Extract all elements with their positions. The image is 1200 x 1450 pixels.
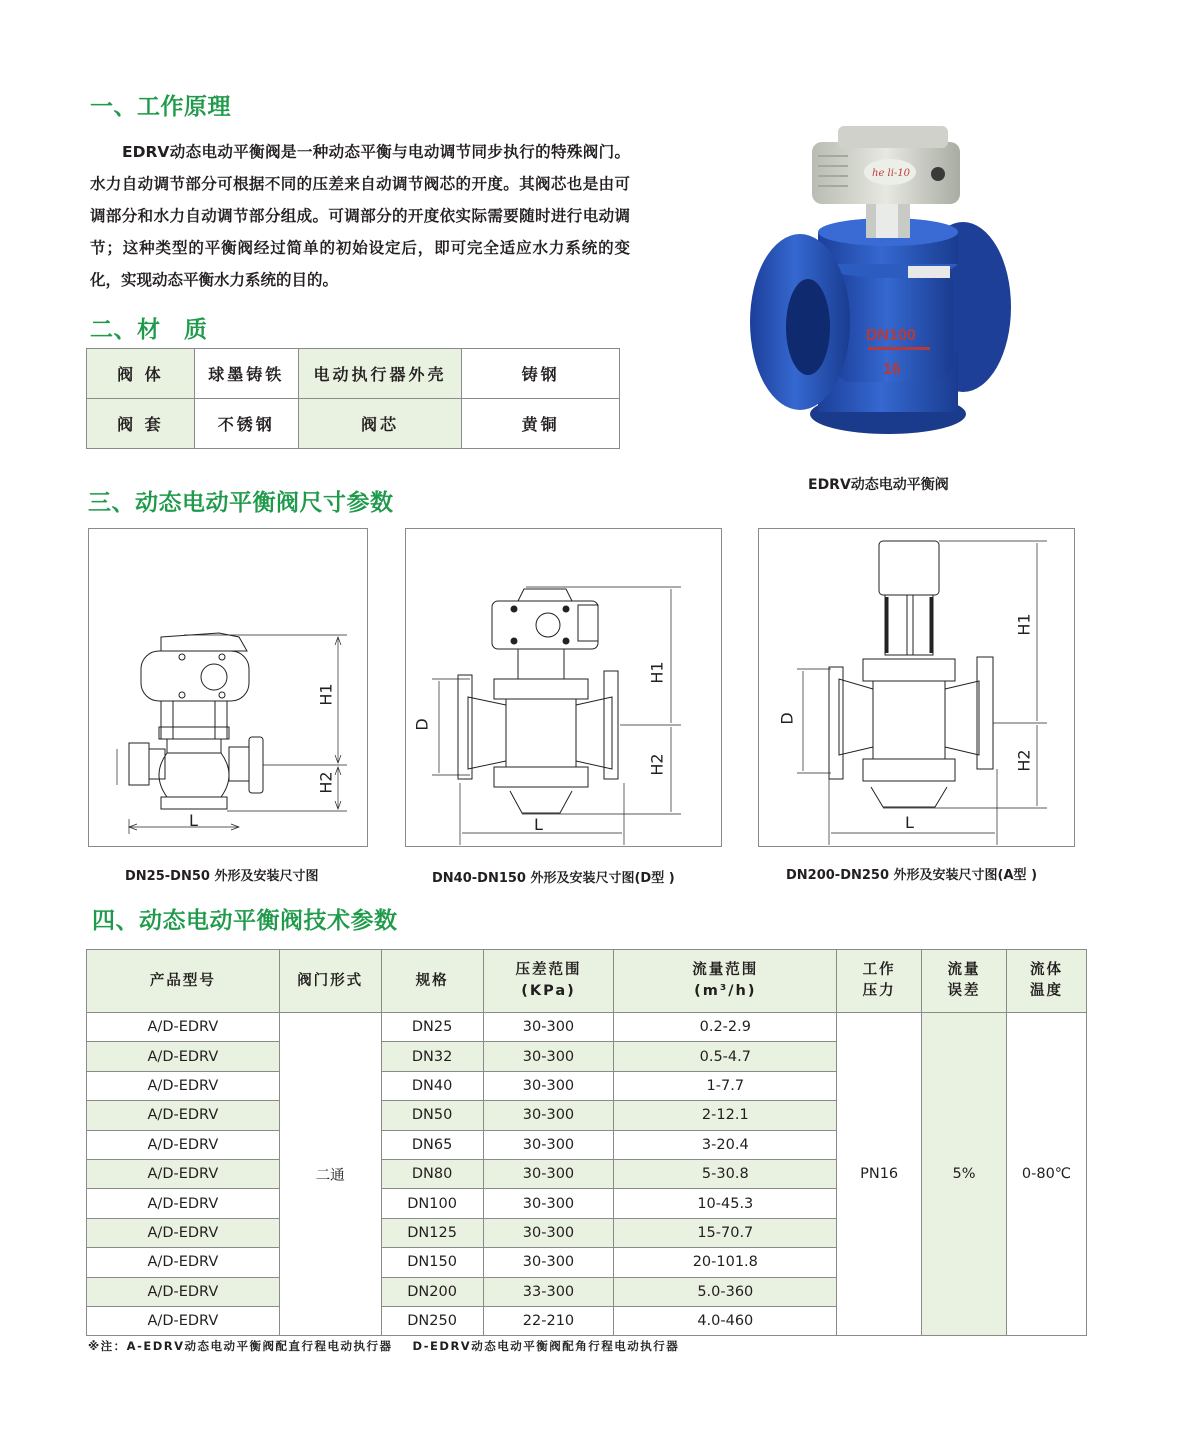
materials-table xyxy=(86,348,620,449)
cell-model: A/D-EDRV xyxy=(87,1218,280,1247)
cell-size: DN50 xyxy=(381,1101,483,1130)
dimension-label-h1: H1 xyxy=(647,661,667,684)
cell-size: DN250 xyxy=(381,1306,483,1335)
cell-flow: 0.2-2.9 xyxy=(614,1013,837,1042)
cell-model: A/D-EDRV xyxy=(87,1248,280,1277)
cell-pressure-diff: 33-300 xyxy=(483,1277,614,1306)
cell-size: DN65 xyxy=(381,1130,483,1159)
dimension-label-h2: H2 xyxy=(1014,749,1034,772)
dimension-drawing-dn200-dn250 xyxy=(758,528,1075,847)
section-title-tech-params: 四、动态电动平衡阀技术参数 xyxy=(92,908,398,934)
header-flow-range: 流量范围 (m³/h) xyxy=(614,950,837,1013)
cell-size: DN100 xyxy=(381,1189,483,1218)
cell-flow: 5-30.8 xyxy=(614,1159,837,1188)
materials-row xyxy=(87,349,620,399)
cell-size: DN40 xyxy=(381,1071,483,1100)
body-marking-pressure: 16 xyxy=(883,361,901,378)
cell-model: A/D-EDRV xyxy=(87,1071,280,1100)
drawing-caption: DN25-DN50 外形及安装尺寸图 xyxy=(125,869,319,884)
material-value: 球墨铸铁 xyxy=(194,349,298,399)
cell-flow: 3-20.4 xyxy=(614,1130,837,1159)
cell-size: DN200 xyxy=(381,1277,483,1306)
valve-drawing-icon xyxy=(406,529,723,848)
header-working-pressure: 工作 压力 xyxy=(837,950,922,1013)
cell-pressure-diff: 30-300 xyxy=(483,1071,614,1100)
cell-valve-type: 二通 xyxy=(279,1013,381,1336)
section-title-materials: 二、材 质 xyxy=(90,317,208,343)
dimension-label-l: L xyxy=(189,811,198,830)
material-label-valve-body: 阀 体 xyxy=(87,349,195,399)
cell-flow: 20-101.8 xyxy=(614,1248,837,1277)
footnote xyxy=(88,1338,679,1354)
material-value: 铸钢 xyxy=(462,349,620,399)
material-label-valve-core: 阀芯 xyxy=(298,399,462,449)
cell-model: A/D-EDRV xyxy=(87,1101,280,1130)
cell-flow: 15-70.7 xyxy=(614,1218,837,1247)
dimension-label-d: D xyxy=(412,718,432,731)
cell-model: A/D-EDRV xyxy=(87,1130,280,1159)
cell-pressure-diff: 30-300 xyxy=(483,1218,614,1247)
cell-pressure-diff: 30-300 xyxy=(483,1042,614,1071)
table-header-row xyxy=(87,950,1087,1013)
table-row xyxy=(87,1013,1087,1042)
section-title-working-principle: 一、工作原理 xyxy=(90,94,231,120)
cell-pressure-diff: 30-300 xyxy=(483,1130,614,1159)
cell-flow: 10-45.3 xyxy=(614,1189,837,1218)
header-valve-type: 阀门形式 xyxy=(279,950,381,1013)
dimension-label-h1: H1 xyxy=(316,683,336,706)
cell-model: A/D-EDRV xyxy=(87,1159,280,1188)
body-marking-size: DN100 xyxy=(866,327,916,344)
cell-model: A/D-EDRV xyxy=(87,1042,280,1071)
cell-size: DN32 xyxy=(381,1042,483,1071)
header-flow-error: 流量 误差 xyxy=(922,950,1007,1013)
valve-drawing-icon xyxy=(759,529,1076,848)
header-fluid-temp: 流体 温度 xyxy=(1007,950,1087,1013)
cell-model: A/D-EDRV xyxy=(87,1277,280,1306)
cell-flow: 4.0-460 xyxy=(614,1306,837,1335)
cell-pressure-diff: 30-300 xyxy=(483,1248,614,1277)
actuator-brand-label: he li-10 xyxy=(872,168,911,179)
cell-size: DN125 xyxy=(381,1218,483,1247)
valve-illustration-icon xyxy=(748,122,1018,452)
material-value: 不锈钢 xyxy=(194,399,298,449)
dimension-label-l: L xyxy=(534,815,543,834)
cell-working-pressure: PN16 xyxy=(837,1013,922,1336)
cell-flow: 0.5-4.7 xyxy=(614,1042,837,1071)
material-label-valve-sleeve: 阀 套 xyxy=(87,399,195,449)
cell-size: DN150 xyxy=(381,1248,483,1277)
footnote-d-type: D-EDRV动态电动平衡阀配角行程电动执行器 xyxy=(412,1339,680,1353)
header-size: 规格 xyxy=(381,950,483,1013)
cell-fluid-temp: 0-80℃ xyxy=(1007,1013,1087,1336)
tech-params-table xyxy=(86,949,1087,1336)
dimension-label-h1: H1 xyxy=(1014,613,1034,636)
cell-flow: 2-12.1 xyxy=(614,1101,837,1130)
dimension-label-d: D xyxy=(777,712,797,725)
header-model: 产品型号 xyxy=(87,950,280,1013)
material-label-actuator-housing: 电动执行器外壳 xyxy=(298,349,462,399)
cell-size: DN25 xyxy=(381,1013,483,1042)
dimension-label-h2: H2 xyxy=(316,771,336,794)
dimension-label-h2: H2 xyxy=(647,753,667,776)
cell-size: DN80 xyxy=(381,1159,483,1188)
cell-pressure-diff: 30-300 xyxy=(483,1101,614,1130)
dimension-drawing-dn40-dn150 xyxy=(405,528,722,847)
drawing-caption: DN200-DN250 外形及安装尺寸图(A型 ) xyxy=(786,868,1038,883)
dimension-drawing-dn25-dn50 xyxy=(88,528,368,847)
cell-pressure-diff: 30-300 xyxy=(483,1159,614,1188)
materials-row xyxy=(87,399,620,449)
cell-flow-error: 5% xyxy=(922,1013,1007,1336)
cell-pressure-diff: 22-210 xyxy=(483,1306,614,1335)
cell-pressure-diff: 30-300 xyxy=(483,1189,614,1218)
product-photo xyxy=(748,122,1018,452)
product-photo-caption: EDRV动态电动平衡阀 xyxy=(808,477,949,493)
cell-model: A/D-EDRV xyxy=(87,1306,280,1335)
intro-paragraph: EDRV动态电动平衡阀是一种动态平衡与电动调节同步执行的特殊阀门。水力自动调节部分可根据不同的压差来自动调节阀芯的开度。其阀芯也是由可调部分和水力自动调节部分组成。可调部分的开度依实际需要随时进行电动调节；这种类型的平衡阀经过简单的初始设定后，即可完全适应水力系统的变化，实现动态平衡水力系统的目的。 xyxy=(90,143,630,289)
material-value: 黄铜 xyxy=(462,399,620,449)
footnote-a-type: ※注：A-EDRV动态电动平衡阀配直行程电动执行器 xyxy=(88,1339,393,1353)
section-title-dimensions: 三、动态电动平衡阀尺寸参数 xyxy=(88,490,394,516)
header-pressure-diff: 压差范围 (KPa) xyxy=(483,950,614,1013)
cell-model: A/D-EDRV xyxy=(87,1013,280,1042)
cell-pressure-diff: 30-300 xyxy=(483,1013,614,1042)
drawing-caption: DN40-DN150 外形及安装尺寸图(D型 ) xyxy=(432,871,675,886)
dimension-label-l: L xyxy=(905,813,914,832)
cell-model: A/D-EDRV xyxy=(87,1189,280,1218)
cell-flow: 5.0-360 xyxy=(614,1277,837,1306)
cell-flow: 1-7.7 xyxy=(614,1071,837,1100)
